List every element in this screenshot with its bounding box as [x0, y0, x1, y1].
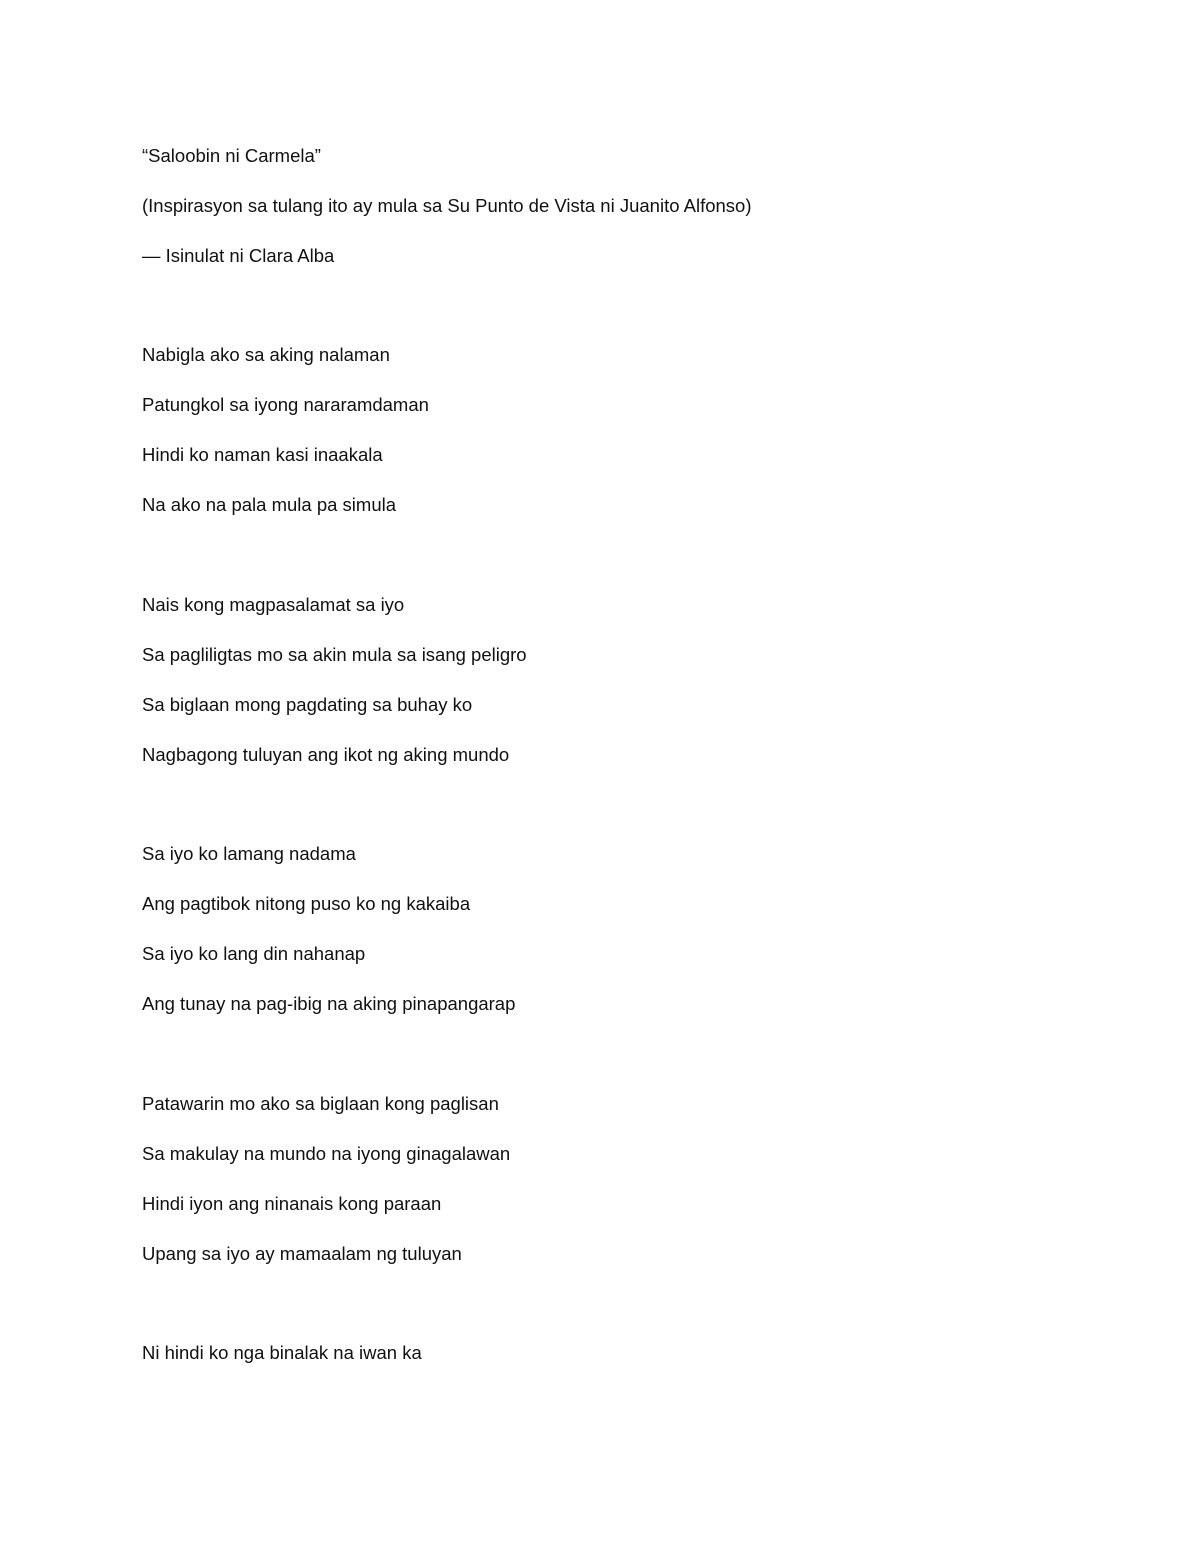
poem-line: Hindi ko naman kasi inaakala [142, 444, 383, 465]
poem-line: Ang pagtibok nitong puso ko ng kakaiba [142, 893, 471, 914]
poem-line: Sa makulay na mundo na iyong ginagalawan [142, 1143, 511, 1164]
poem-title: “Saloobin ni Carmela” [142, 145, 321, 166]
poem-line: Sa pagliligtas mo sa akin mula sa isang peligro [142, 644, 527, 665]
poem-line: Nais kong magpasalamat sa iyo [142, 594, 405, 615]
poem-line: Na ako na pala mula pa simula [142, 494, 397, 515]
poem-line: Patungkol sa iyong nararamdaman [142, 394, 429, 415]
poem-line: Hindi iyon ang ninanais kong paraan [142, 1193, 442, 1214]
poem-subtitle: (Inspirasyon sa tulang ito ay mula sa Su Punto de Vista ni Juanito Alfonso) [142, 195, 752, 216]
poem-line: Ni hindi ko nga binalak na iwan ka [142, 1342, 422, 1363]
poem-line: Upang sa iyo ay mamaalam ng tuluyan [142, 1243, 462, 1264]
poem-line: Nagbagong tuluyan ang ikot ng aking mundo [142, 744, 510, 765]
poem-line: Nabigla ako sa aking nalaman [142, 344, 390, 365]
poem-line: Ang tunay na pag-ibig na aking pinapangarap [142, 993, 516, 1014]
poem-line: Sa iyo ko lamang nadama [142, 843, 356, 864]
poem-line: Patawarin mo ako sa biglaan kong paglisan [142, 1093, 499, 1114]
poem-line: Sa iyo ko lang din nahanap [142, 943, 366, 964]
poem-line: Sa biglaan mong pagdating sa buhay ko [142, 694, 473, 715]
author-line: — Isinulat ni Clara Alba [142, 245, 335, 266]
